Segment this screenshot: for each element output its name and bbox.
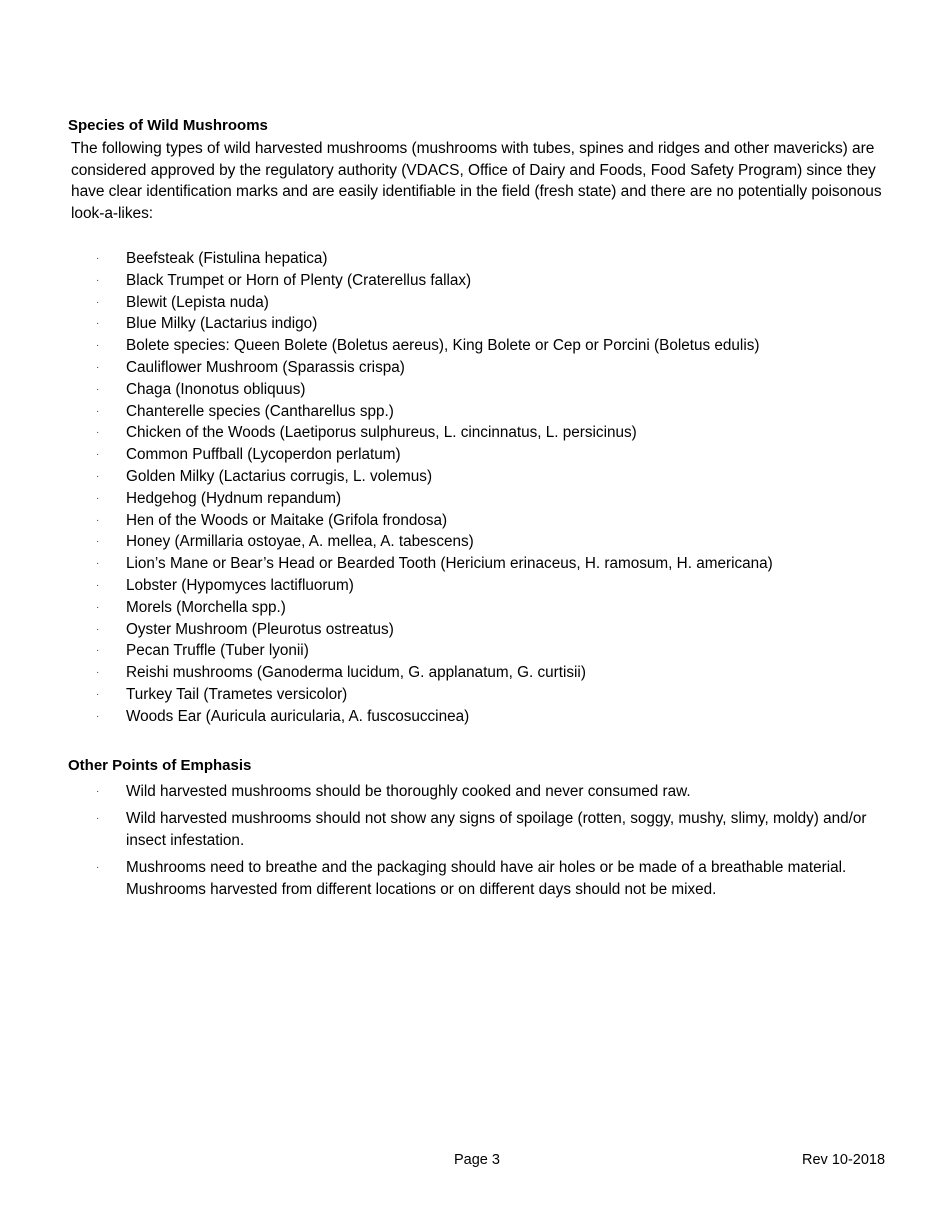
- list-item: · Oyster Mushroom (Pleurotus ostreatus): [96, 619, 773, 641]
- bullet-icon: ·: [96, 449, 100, 461]
- list-item: · Woods Ear (Auricula auricularia, A. fuscosuccinea): [96, 706, 773, 728]
- bullet-icon: ·: [96, 340, 100, 352]
- list-item: · Chanterelle species (Cantharellus spp.): [96, 401, 773, 423]
- list-item: · Black Trumpet or Horn of Plenty (Craterellus fallax): [96, 270, 773, 292]
- bullet-icon: ·: [96, 862, 100, 873]
- bullet-icon: ·: [96, 492, 100, 504]
- list-item: · Honey (Armillaria ostoyae, A. mellea, A. tabescens): [96, 531, 773, 553]
- emphasis-heading: Other Points of Emphasis: [68, 757, 252, 774]
- list-item: · Cauliflower Mushroom (Sparassis crispa): [96, 357, 773, 379]
- bullet-icon: ·: [96, 405, 100, 417]
- list-item: · Blue Milky (Lactarius indigo): [96, 313, 773, 335]
- list-item: · Blewit (Lepista nuda): [96, 292, 773, 314]
- species-list: [96, 248, 773, 728]
- bullet-icon: ·: [96, 274, 100, 286]
- list-item: · Chicken of the Woods (Laetiporus sulphureus, L. cincinnatus, L. persicinus): [96, 422, 773, 444]
- list-item: · Bolete species: Queen Bolete (Boletus aereus), King Bolete or Cep or Porcini (Boletus edulis): [96, 335, 773, 357]
- bullet-icon: ·: [96, 645, 100, 657]
- list-item: · Common Puffball (Lycoperdon perlatum): [96, 444, 773, 466]
- species-intro: The following types of wild harvested mushrooms (mushrooms with tubes, spines and ridges and other mavericks) are considered approved by the regulatory authority (VDACS, Office of Dairy and Foods, Food Safety Program) since they have clear identification marks and are easily identifiable in the field (fresh state) and there are no potentially poisonous look-a-likes:: [71, 140, 882, 223]
- emphasis-list: [96, 781, 886, 901]
- bullet-icon: ·: [96, 579, 100, 591]
- list-item: · Mushrooms need to breathe and the packaging should have air holes or be made of a breathable material. Mushrooms harvested from different locations or on different days should not be mixed.: [96, 859, 847, 898]
- list-item: · Hedgehog (Hydnum repandum): [96, 488, 773, 510]
- bullet-icon: ·: [96, 558, 100, 570]
- list-item: · Morels (Morchella spp.): [96, 597, 773, 619]
- bullet-icon: ·: [96, 383, 100, 395]
- bullet-icon: ·: [96, 667, 100, 679]
- list-item: · Hen of the Woods or Maitake (Grifola frondosa): [96, 510, 773, 532]
- list-item: · Reishi mushrooms (Ganoderma lucidum, G. applanatum, G. curtisii): [96, 662, 773, 684]
- species-heading: Species of Wild Mushrooms: [68, 117, 268, 134]
- list-item: · Golden Milky (Lactarius corrugis, L. volemus): [96, 466, 773, 488]
- bullet-icon: ·: [96, 601, 100, 613]
- list-item: · Wild harvested mushrooms should not show any signs of spoilage (rotten, soggy, mushy, slimy, moldy) and/or insect infestation.: [96, 810, 867, 849]
- bullet-icon: ·: [96, 710, 100, 722]
- bullet-icon: ·: [96, 361, 100, 373]
- list-item: · Beefsteak (Fistulina hepatica): [96, 248, 773, 270]
- list-item: · Lobster (Hypomyces lactifluorum): [96, 575, 773, 597]
- bullet-icon: ·: [96, 688, 100, 700]
- list-item: · Pecan Truffle (Tuber lyonii): [96, 640, 773, 662]
- bullet-icon: ·: [96, 253, 100, 264]
- bullet-icon: ·: [96, 536, 100, 548]
- bullet-icon: ·: [96, 427, 100, 439]
- list-item: · Wild harvested mushrooms should be thoroughly cooked and never consumed raw.: [96, 781, 886, 803]
- bullet-icon: ·: [96, 470, 100, 482]
- list-item: · Chaga (Inonotus obliquus): [96, 379, 773, 401]
- bullet-icon: ·: [96, 813, 100, 824]
- list-item: · Lion’s Mane or Bear’s Head or Bearded Tooth (Hericium erinaceus, H. ramosum, H. americana): [96, 553, 773, 575]
- bullet-icon: ·: [96, 514, 100, 526]
- emphasis-section: [68, 757, 888, 774]
- bullet-icon: ·: [96, 318, 100, 330]
- list-item: · Turkey Tail (Trametes versicolor): [96, 684, 773, 706]
- bullet-icon: ·: [96, 786, 100, 797]
- bullet-icon: ·: [96, 296, 100, 308]
- species-section: [68, 117, 888, 225]
- revision-label: Rev 10-2018: [802, 1152, 886, 1168]
- bullet-icon: ·: [96, 623, 100, 635]
- page-number: Page 3: [454, 1152, 500, 1168]
